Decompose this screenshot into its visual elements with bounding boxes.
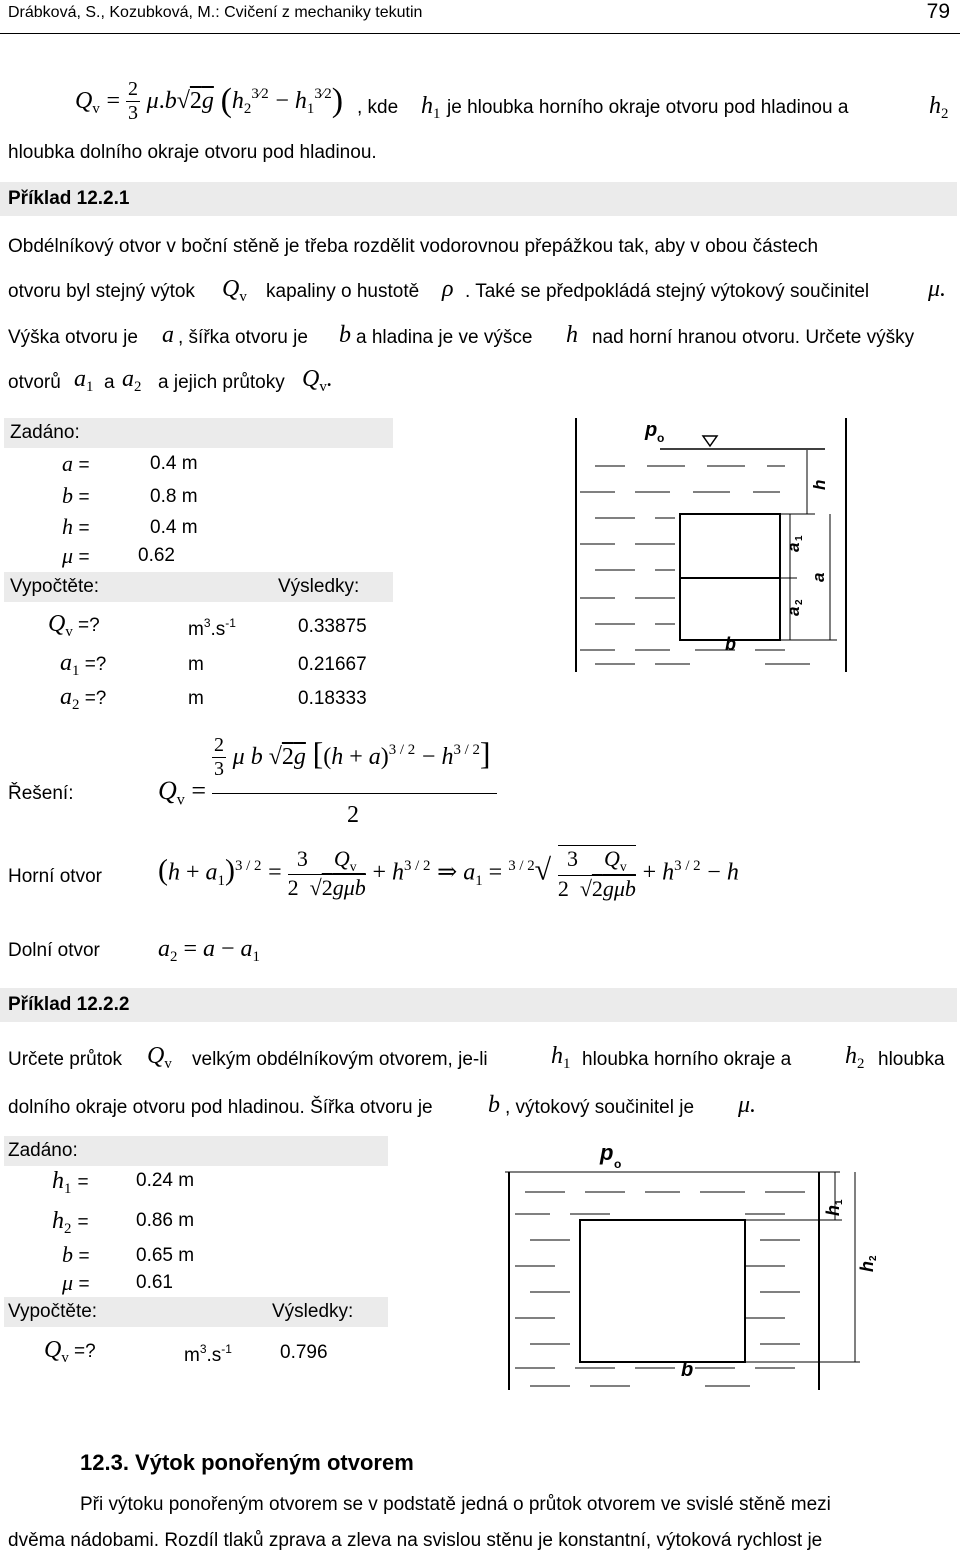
ex2-given-h2: $h_2$ =: [52, 1208, 89, 1238]
ex2-compute-label: Vypočtěte:: [8, 1301, 98, 1322]
example2-title-band: [0, 988, 957, 1022]
ex1-p1a: Obdélníkový otvor v boční stěně je třeba rozdělit vodorovnou přepážkou tak, aby v obou částech: [8, 236, 819, 257]
svg-text:a: a: [809, 572, 828, 582]
svg-text:h: h: [810, 479, 829, 490]
ex1-p1c: kapaliny o hustotě: [266, 281, 420, 302]
ex2-p1c: hloubka horního okraje a: [582, 1049, 792, 1070]
intro-formula: $Q_v$ = $\frac{2}{3}$ μ.b√2g $(h_2^{3⁄2} - h_1^{3⁄2})$: [75, 78, 344, 124]
running-title: Drábková, S., Kozubková, M.: Cvičení z mechaniky tekutin: [8, 4, 423, 21]
sol-denominator: 2: [347, 802, 359, 828]
ex1-given-band: [4, 418, 393, 448]
sol-Qv: $Q_v$ =: [158, 776, 207, 809]
ex1-given-mu: μ =: [62, 543, 90, 568]
svg-text:o: o: [614, 1157, 622, 1171]
intro-h2: $h_2$: [929, 93, 949, 123]
ex1-b: b: [339, 322, 351, 348]
ex1-given-b: b =: [62, 483, 90, 508]
header-rule: [0, 33, 960, 34]
ex2-b: b: [488, 1092, 500, 1118]
sol-fraction-line: [212, 793, 497, 794]
example1-title: Příklad 12.2.1: [8, 188, 130, 209]
ex2-unk-Qv-unit: $m^3.s^{-1}$: [184, 1342, 232, 1366]
svg-text:a: a: [784, 606, 803, 616]
ex1-p1d: . Také se předpokládá stejný výtokový součinitel: [465, 281, 870, 302]
water-level-marker: [703, 436, 717, 446]
ex2-mu: μ.: [738, 1092, 757, 1118]
ex1-Qv: $Q_v$: [222, 276, 247, 306]
ex2-given-b: b =: [62, 1242, 90, 1267]
ex2-given-b-value: 0.65 m: [136, 1245, 195, 1266]
ex1-p3c: a jejich průtoky: [158, 372, 285, 393]
ex1-unk-a1-result: 0.21667: [298, 654, 367, 675]
ex2-unk-Qv: $Q_v$ =?: [44, 1337, 96, 1367]
svg-text:2: 2: [868, 1255, 879, 1261]
ex2-Qv: $Q_v$: [147, 1043, 172, 1073]
ex1-given-label: Zadáno:: [10, 422, 80, 443]
ex1-p2c: a hladina je ve výšce: [356, 327, 533, 348]
ex1-p2d: nad horní hranou otvoru. Určete výšky: [592, 327, 915, 348]
ex1-p2a: Výška otvoru je: [8, 327, 138, 348]
ex1-p2b: , šířka otvoru je: [178, 327, 308, 348]
intro-h1: $h_1$: [421, 93, 441, 123]
lower-formula: $a_2 = a - a_1$: [158, 936, 260, 966]
sol-numerator: $\frac{2}{3}$ μ b √2g $[(h + a)^{3 / 2} - h^{3 / 2}]$: [214, 734, 491, 780]
ex1-p3a: otvorů: [8, 372, 61, 393]
ex2-tank-diagram: [505, 1130, 910, 1395]
upper-formula: $(h + a_1)^{3 / 2}$ = $\frac{3 Q_v}{\text{2 √2gμb}}$ + $h^{3 / 2}$ ⇒ $a_1 = ^{3 / 2}√$ $\frac{3 Q_v}{\text{2 √2gμb}}$ + $h^{3 / 2} - h$: [158, 845, 739, 901]
ex1-lower-label: Dolní otvor: [8, 940, 100, 961]
ex2-h2: $h_2$: [845, 1043, 865, 1073]
ex1-given-b-value: 0.8 m: [150, 486, 198, 507]
example2-title: Příklad 12.2.2: [8, 994, 130, 1015]
ex1-Qv2: $Q_v$.: [302, 366, 333, 396]
ex1-given-h-value: 0.4 m: [150, 517, 198, 538]
ex1-unk-a2: $a_2$ =?: [60, 684, 107, 714]
ex1-h: h: [566, 322, 578, 348]
ex2-given-label: Zadáno:: [8, 1140, 78, 1161]
ex1-unk-Qv-unit: $m^3.s^{-1}$: [188, 616, 236, 640]
section-p2: dvěma nádobami. Rozdíl tlaků zprava a zleva na svislou stěnu je konstantní, výtoková rychlost je: [8, 1530, 823, 1551]
ex1-solution-label: Řešení:: [8, 783, 74, 804]
section-heading: 12.3. Výtok ponořeným otvorem: [80, 1450, 414, 1475]
ex2-given-mu: μ =: [62, 1270, 90, 1295]
ex1-given-h: h =: [62, 514, 90, 539]
svg-text:1: 1: [794, 535, 805, 541]
ex1-unk-a2-unit: m: [188, 688, 204, 709]
ex1-given-a: a =: [62, 451, 90, 476]
intro-text-1: , kde: [357, 97, 399, 118]
ex1-upper-label: Horní otvor: [8, 866, 102, 887]
ex2-p1a: Určete průtok: [8, 1049, 123, 1070]
svg-text:1: 1: [834, 1199, 845, 1205]
example1-title-band: [0, 182, 957, 216]
ex1-tank-diagram: [575, 410, 850, 675]
ex2-p1b: velkým obdélníkovým otvorem, je-li: [192, 1049, 488, 1070]
ex1-a: a: [162, 322, 174, 348]
ex1-mu: μ.: [928, 276, 947, 302]
section-p1: Při výtoku ponořeným otvorem se v podstatě jedná o průtok otvorem ve svislé stěně mezi: [80, 1494, 831, 1515]
ex1-unk-Qv-result: 0.33875: [298, 616, 367, 637]
ex2-orifice: [580, 1220, 745, 1362]
page-number: 79: [926, 0, 950, 23]
ex1-p3b: a: [104, 372, 115, 393]
ex1-given-a-value: 0.4 m: [150, 453, 198, 474]
ex1-compute-label: Vypočtěte:: [10, 576, 100, 597]
ex1-unk-a2-result: 0.18333: [298, 688, 367, 709]
ex2-p2a: dolního okraje otvoru pod hladinou. Šířka otvoru je: [8, 1097, 433, 1118]
ex1-unk-a1: $a_1$ =?: [60, 650, 107, 680]
ex1-p1b: otvoru byl stejný výtok: [8, 281, 195, 302]
ex2-given-mu-value: 0.61: [136, 1272, 173, 1293]
svg-text:p: p: [600, 1140, 614, 1165]
ex2-p2b: , výtokový součinitel je: [505, 1097, 695, 1118]
ex2-p1d: hloubka: [878, 1049, 945, 1070]
ex1-unk-Qv: $Q_v$ =?: [48, 611, 100, 641]
ex2-given-h2-value: 0.86 m: [136, 1210, 195, 1231]
ex1-a2: $a_2$: [122, 366, 142, 396]
svg-text:h: h: [857, 1261, 877, 1272]
ex1-unk-a1-unit: m: [188, 654, 204, 675]
ex1-given-mu-value: 0.62: [138, 545, 175, 566]
ex2-given-band: [4, 1136, 388, 1166]
ex2-h1: $h_1$: [551, 1043, 571, 1073]
svg-text:b: b: [681, 1359, 694, 1381]
svg-text:2: 2: [794, 599, 805, 605]
svg-text:b: b: [725, 634, 736, 654]
svg-text:o: o: [657, 431, 665, 445]
ex1-results-label: Výsledky:: [278, 576, 360, 597]
svg-text:p: p: [645, 419, 658, 441]
svg-text:a: a: [784, 542, 803, 552]
ex1-a1: $a_1$: [74, 366, 94, 396]
intro-text-2: je hloubka horního okraje otvoru pod hladinou a: [447, 97, 849, 118]
ex1-rho: ρ: [442, 276, 454, 302]
ex1-compute-band: [4, 572, 393, 602]
intro-text-3: hloubka dolního okraje otvoru pod hladinou.: [8, 142, 377, 163]
ex2-given-h1: $h_1$ =: [52, 1168, 89, 1198]
svg-text:h: h: [823, 1205, 843, 1216]
ex2-results-label: Výsledky:: [272, 1301, 354, 1322]
ex2-unk-Qv-result: 0.796: [280, 1342, 328, 1363]
ex2-compute-band: [4, 1297, 388, 1327]
ex2-given-h1-value: 0.24 m: [136, 1170, 195, 1191]
